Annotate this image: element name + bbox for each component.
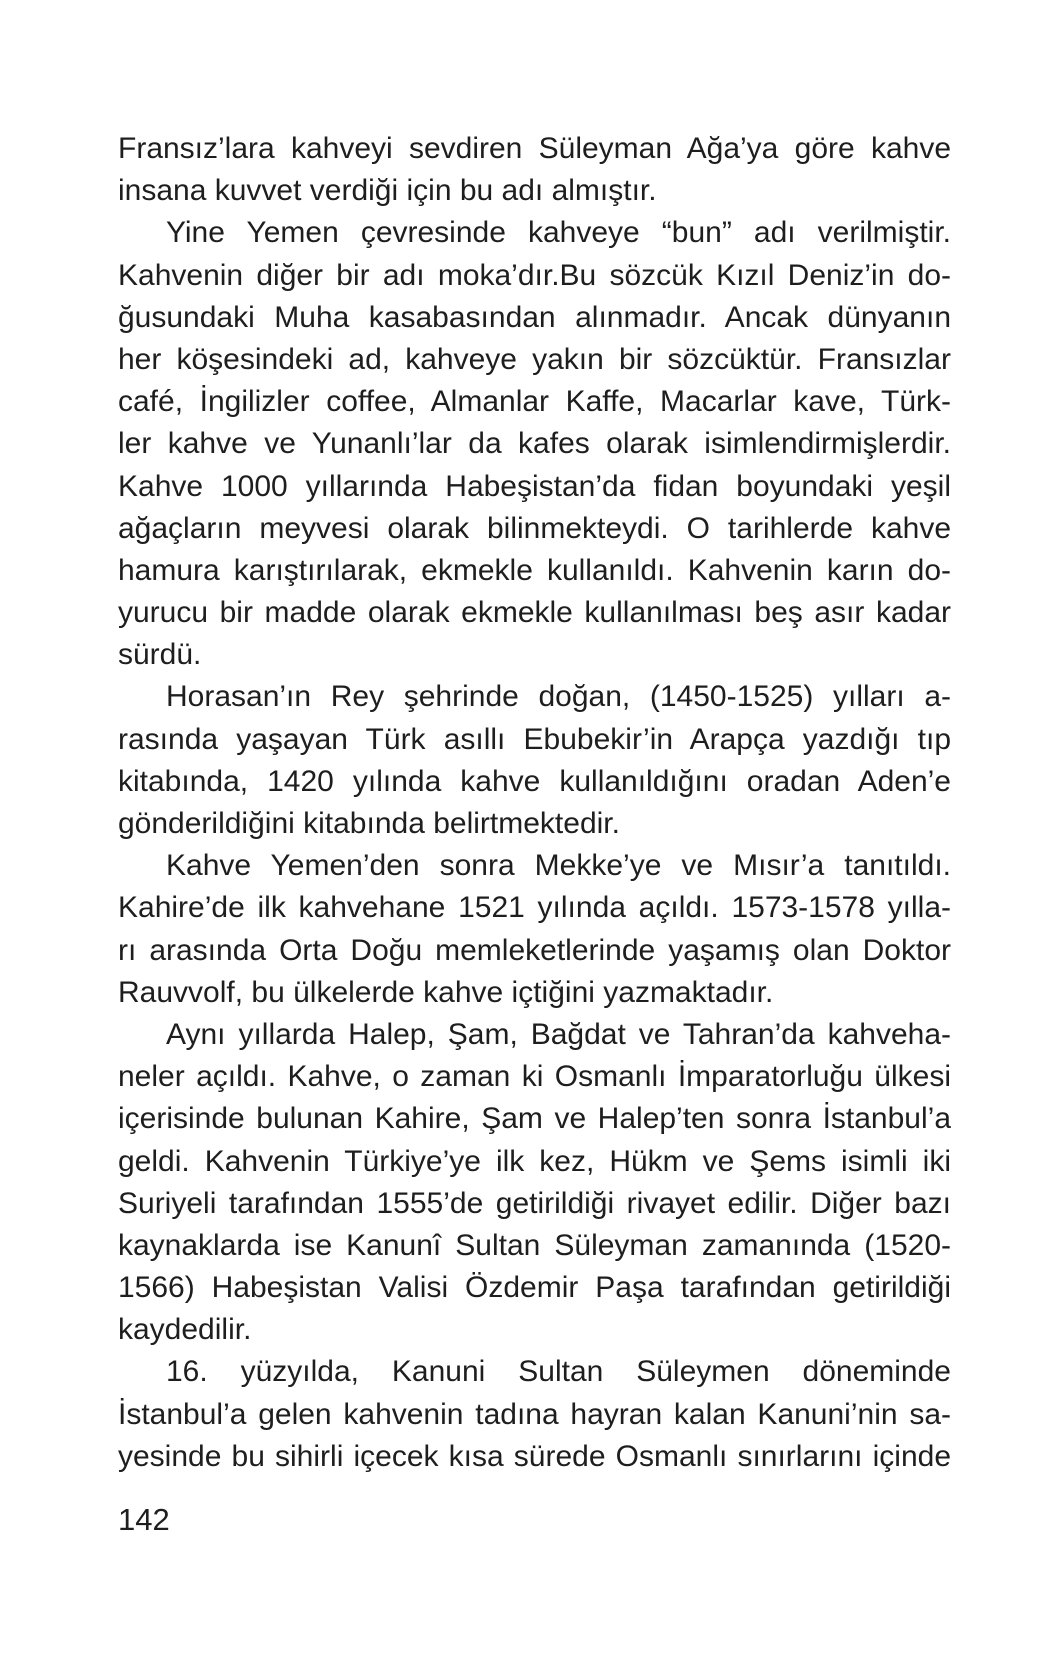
text-line: sürdü. — [118, 638, 202, 672]
text-line: yurucu bir madde olarak ekmekle kullanılması beş asır kadar — [118, 596, 951, 630]
text-line: 1566) Habeşistan Valisi Özdemir Paşa tarafından getirildiği — [118, 1271, 951, 1305]
text-line: gönderildiğini kitabında belirtmektedir. — [118, 807, 620, 840]
text-line: Kahve Yemen’den sonra Mekke’ye ve Mısır’a tanıtıldı. — [166, 849, 951, 883]
text-line: rı arasında Orta Doğu memleketlerinde yaşamış olan Doktor — [118, 933, 951, 967]
text-line: her köşesindeki ad, kahveye yakın bir sözcüktür. Fransızlar — [118, 342, 951, 376]
text-line: Kahire’de ilk kahvehane 1521 yılında açıldı. 1573-1578 yılla- — [118, 891, 951, 925]
page-number: 142 — [118, 1502, 170, 1537]
text-line: İstanbul’a gelen kahvenin tadına hayran kalan Kanuni’nin sa- — [118, 1397, 951, 1431]
text-line: Kahvenin diğer bir adı moka’dır.Bu sözcük Kızıl Deniz’in do- — [118, 258, 951, 292]
text-line: insana kuvvet verdiği için bu adı almıştır. — [118, 174, 657, 208]
text-line: rasında yaşayan Türk asıllı Ebubekir’in Arapça yazdığı tıp — [118, 722, 951, 756]
text-line: neler açıldı. Kahve, o zaman ki Osmanlı İmparatorluğu ülkesi — [118, 1060, 951, 1094]
text-line: içerisinde bulunan Kahire, Şam ve Halep’ten sonra İstanbul’a — [118, 1102, 951, 1136]
text-line: ler kahve ve Yunanlı’lar da kafes olarak isimlendirmişlerdir. — [118, 427, 951, 461]
text-line: Suriyeli tarafından 1555’de getirildiği rivayet edilir. Diğer bazı — [118, 1186, 951, 1220]
text-line: hamura karıştırılarak, ekmekle kullanıldı. Kahvenin karın do- — [118, 553, 951, 587]
text-line: kitabında, 1420 yılında kahve kullanıldığını oradan Aden’e — [118, 764, 951, 798]
text-line: Horasan’ın Rey şehrinde doğan, (1450-1525) yılları a- — [166, 680, 951, 714]
body-text — [118, 128, 951, 1478]
text-line: kaydedilir. — [118, 1313, 252, 1347]
text-line: Kahve 1000 yıllarında Habeşistan’da fidan boyundaki yeşil — [118, 469, 951, 503]
text-line: ağaçların meyvesi olarak bilinmekteydi. O tarihlerde kahve — [118, 511, 951, 545]
text-line: Yine Yemen çevresinde kahveye “bun” adı verilmiştir. — [166, 216, 951, 250]
text-line: ğusundaki Muha kasabasından alınmadır. Ancak dünyanın — [118, 300, 951, 334]
text-line: Aynı yıllarda Halep, Şam, Bağdat ve Tahran’da kahveha- — [166, 1017, 951, 1051]
text-line: kaynaklarda ise Kanunî Sultan Süleyman zamanında (1520- — [118, 1228, 951, 1262]
text-line: Fransız’lara kahveyi sevdiren Süleyman Ağa’ya göre kahve — [118, 132, 951, 165]
text-line: geldi. Kahvenin Türkiye’ye ilk kez, Hükm ve Şems isimli iki — [118, 1144, 951, 1178]
text-line: 16. yüzyılda, Kanuni Sultan Süleymen döneminde — [166, 1355, 951, 1389]
text-line: Rauvvolf, bu ülkelerde kahve içtiğini yazmaktadır. — [118, 975, 774, 1009]
text-line: yesinde bu sihirli içecek kısa sürede Osmanlı sınırlarını içinde — [118, 1439, 951, 1473]
text-line: café, İngilizler coffee, Almanlar Kaffe, Macarlar kave, Türk- — [118, 385, 951, 419]
